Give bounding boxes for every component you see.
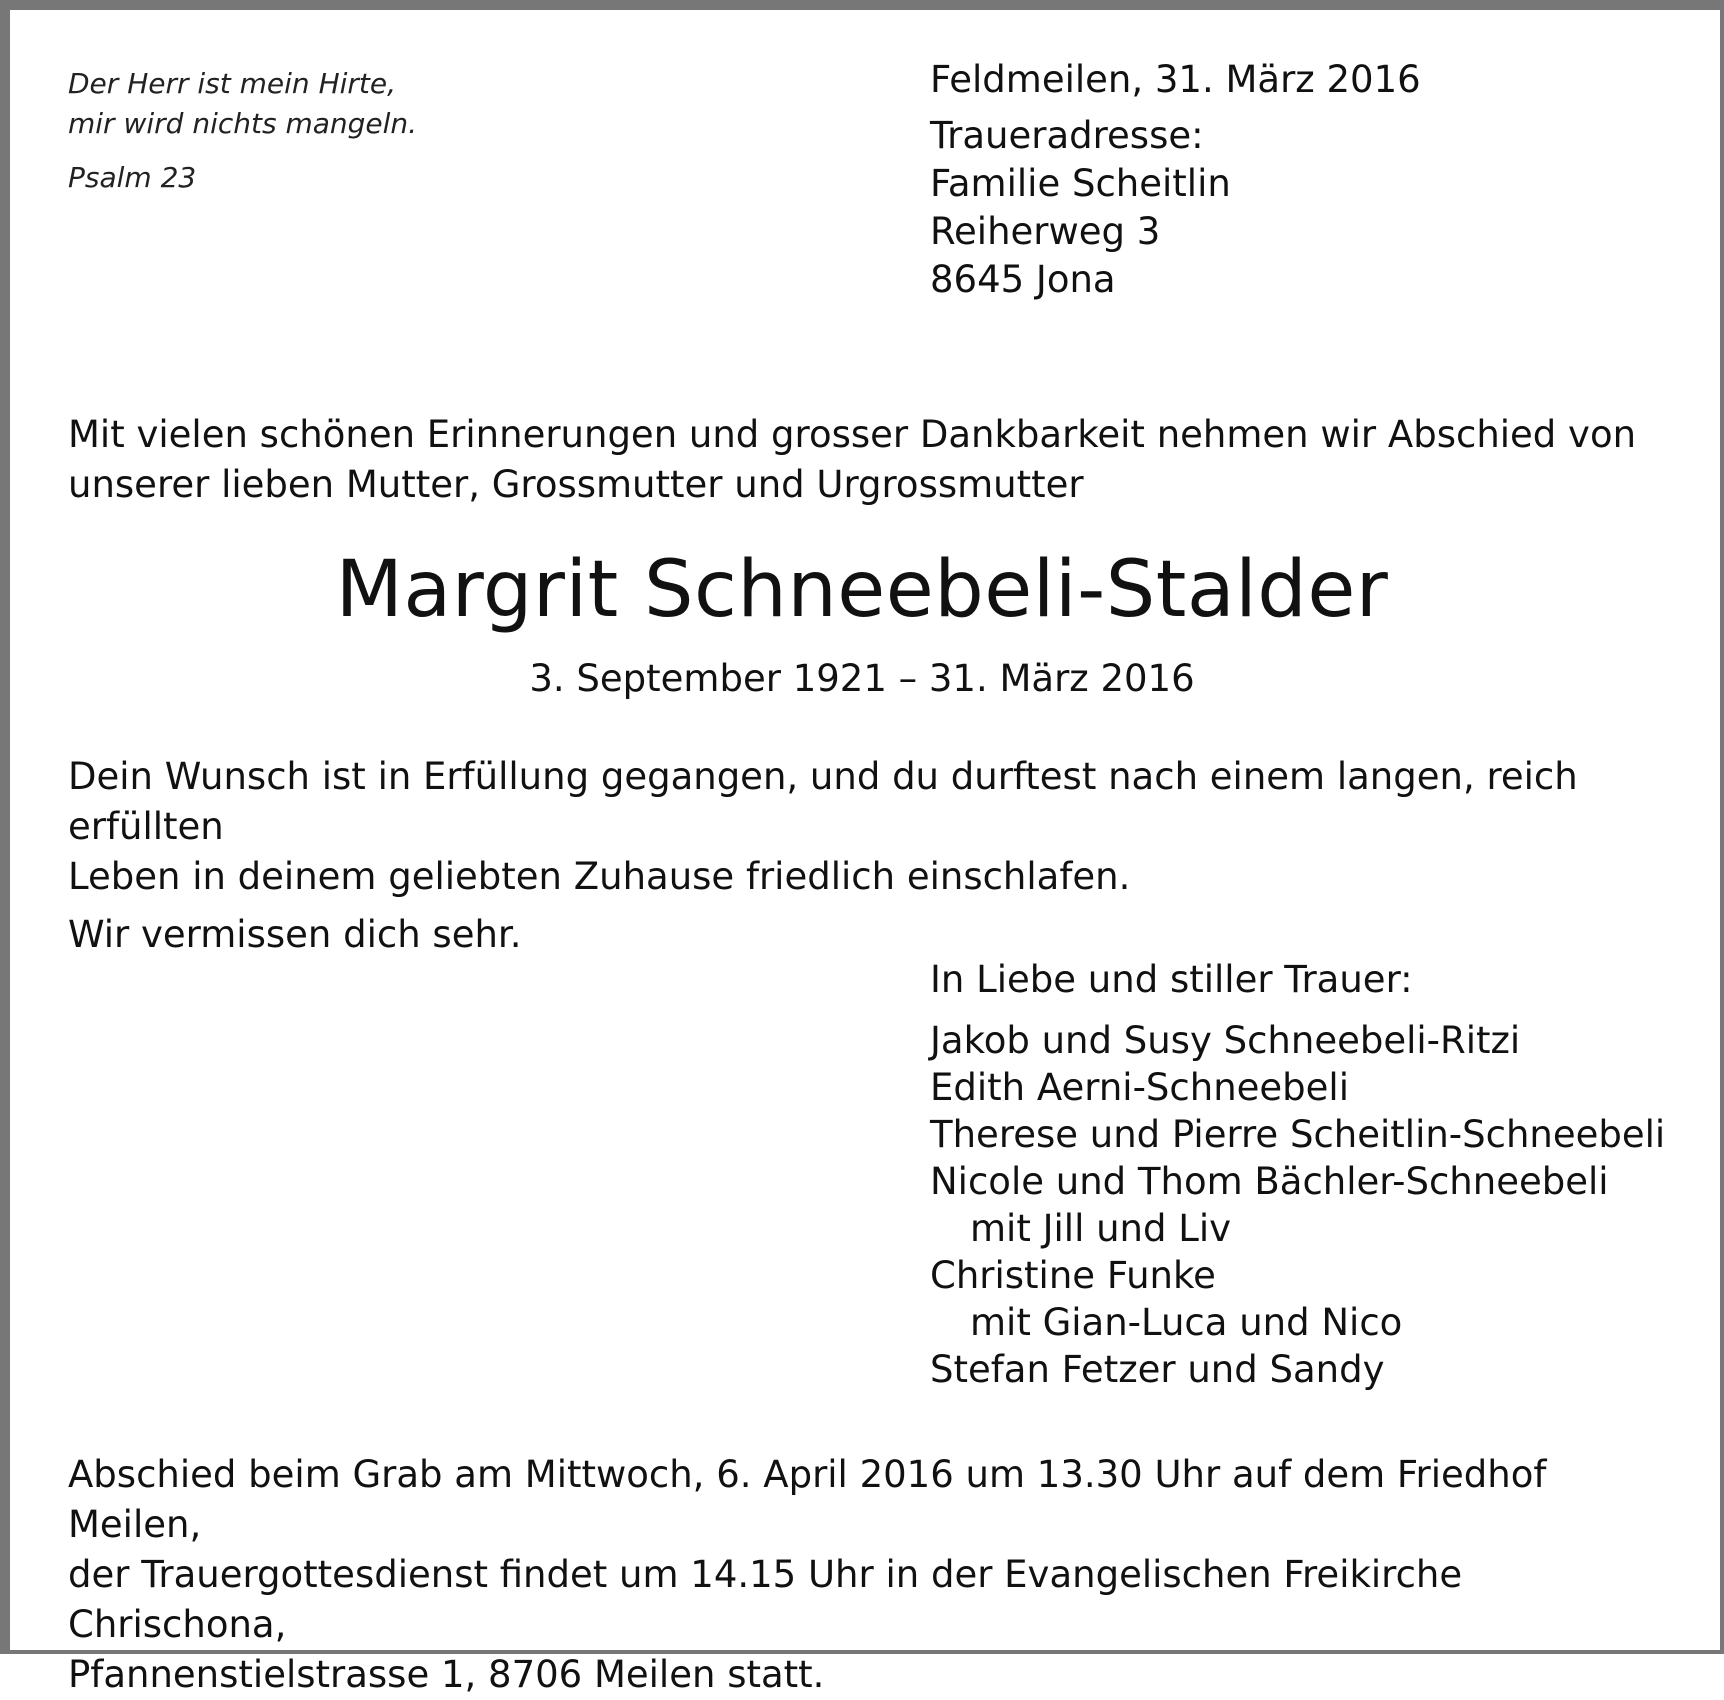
lifespan-dates: 3. September 1921 – 31. März 2016 [529,657,1195,700]
funeral-service-info [68,1450,1658,1700]
mourner-sub-entry: mit Jill und Liv [970,1207,1232,1250]
deceased-name: Margrit Schneebeli-Stalder [335,545,1389,635]
message-line-2: Leben in deinem geliebten Zuhause friedlich einschlafen. [68,855,1131,898]
intro-line-1: Mit vielen schönen Erinnerungen und grosser Dankbarkeit nehmen wir Abschied von [68,413,1637,456]
mourner-entry: Stefan Fetzer und Sandy [930,1348,1385,1391]
address-street: Reiherweg 3 [930,210,1161,253]
psalm-quote [68,64,417,198]
mourner-entry: Christine Funke [930,1254,1216,1297]
psalm-reference: Psalm 23 [68,161,197,194]
mourner-entry: Jakob und Susy Schneebeli-Ritzi [930,1019,1521,1062]
mourning-address-block [930,56,1421,304]
place-date: Feldmeilen, 31. März 2016 [930,58,1421,101]
message-line-1: Dein Wunsch ist in Erfüllung gegangen, und du durftest nach einem langen, reich erfüllten [68,755,1578,848]
mourner-entry: Edith Aerni-Schneebeli [930,1066,1349,1109]
message-line-3: Wir vermissen dich sehr. [68,913,522,956]
mourners-list [930,956,1665,1393]
mourners-heading: In Liebe und stiller Trauer: [930,958,1413,1001]
farewell-message [68,752,1658,960]
service-line-2: der Trauergottesdienst findet um 14.15 Uhr in der Evangelischen Freikirche Chrischona, [68,1553,1463,1646]
mourner-entry: Nicole und Thom Bächler-Schneebeli [930,1160,1609,1203]
intro-line-2: unserer lieben Mutter, Grossmutter und Urgrossmutter [68,463,1084,506]
psalm-line-2: mir wird nichts mangeln. [68,107,418,140]
mourner-sub-entry: mit Gian-Luca und Nico [970,1301,1403,1344]
service-line-3: Pfannenstielstrasse 1, 8706 Meilen statt. [68,1653,825,1696]
service-line-1: Abschied beim Grab am Mittwoch, 6. April 2016 um 13.30 Uhr auf dem Friedhof Meilen, [68,1453,1547,1546]
mourner-entry: Therese und Pierre Scheitlin-Schneebeli [930,1113,1666,1156]
address-name: Familie Scheitlin [930,162,1231,205]
address-label: Traueradresse: [930,114,1204,157]
intro-paragraph [68,410,1658,510]
psalm-line-1: Der Herr ist mein Hirte, [68,67,397,100]
address-city: 8645 Jona [930,258,1116,301]
